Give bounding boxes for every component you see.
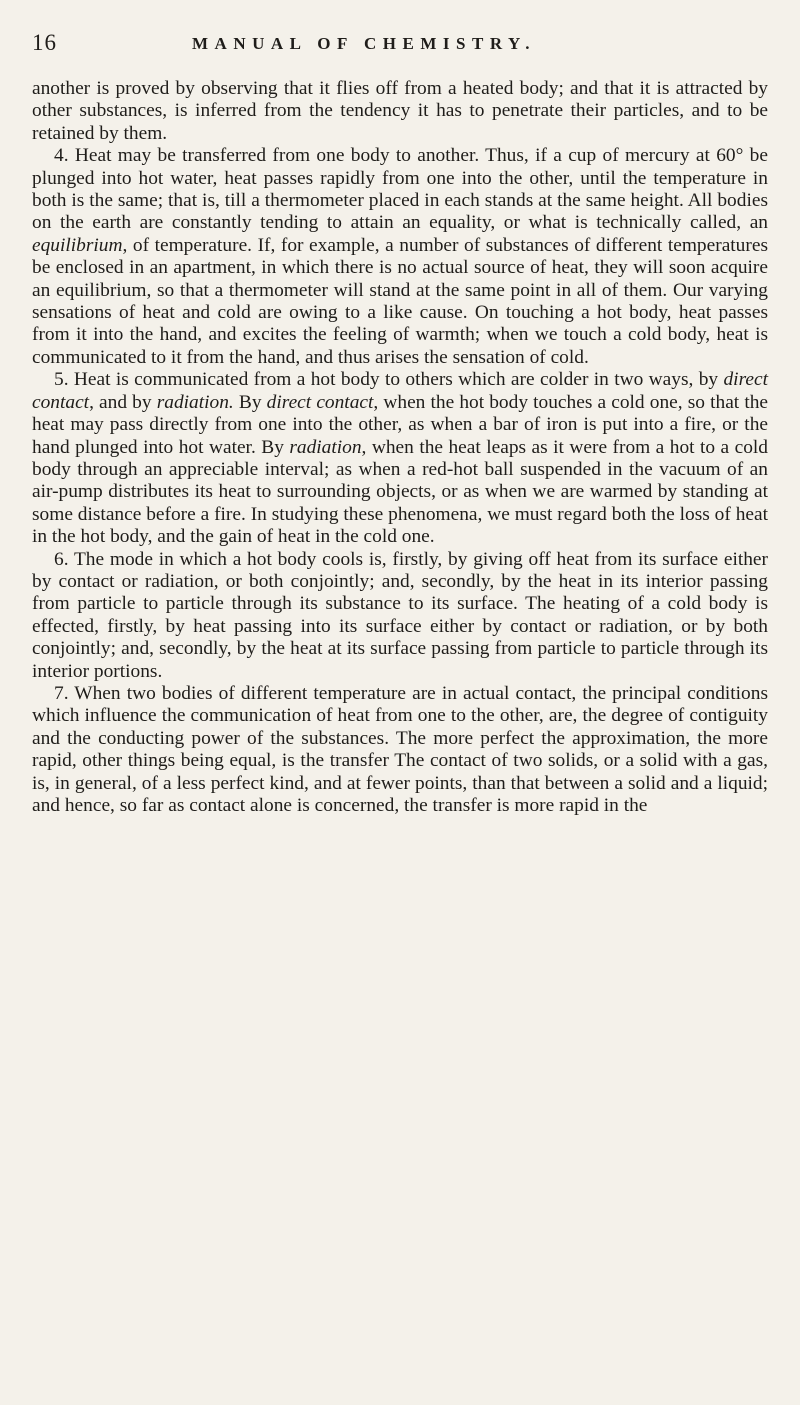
emphasis-text: radiation. <box>156 391 234 413</box>
text-run: , when the heat leaps as it were from a hot to a cold body through an appreciable interval; as when a red-hot ball suspended in the vacuum of an air-pump distributes its heat to surrounding objects, or as when we are warmed by standing at some distance before a fire. In studying these phenomena, we must regard both the loss of heat in the hot body, and the gain of heat in the cold one. <box>32 436 768 548</box>
text-run: By <box>233 391 267 413</box>
text-run: another is proved by observing that it flies off from a heated body; and that it is attracted by other substances, is inferred from the tendency it has to penetrate their particles, and to be retained by them. <box>32 78 768 144</box>
paragraph-7 <box>32 683 768 817</box>
paragraph-continuation <box>32 78 768 145</box>
text-run: 5. Heat is communicated from a hot body to others which are colder in two ways, by <box>54 369 724 391</box>
page-number: 16 <box>32 30 57 55</box>
text-run: 4. Heat may be transferred from one body to another. Thus, if a cup of mercury at 60° be plunged into hot water, heat passes rapidly from one into the other, until the temperature in both is the same; that is, till a thermometer placed in each stands at the same height. All bodies on the earth are constantly tending to attain an equality, or what is technically called, an <box>32 145 768 234</box>
emphasis-text: direct contact <box>32 369 768 413</box>
body-text <box>32 78 768 817</box>
paragraph-5 <box>32 369 768 548</box>
text-run: , and by <box>89 391 157 413</box>
running-title: MANUAL OF CHEMISTRY. <box>192 34 536 53</box>
text-run: , when the hot body touches a cold one, so that the heat may pass directly from one into the other, as when a bar of iron is put into a fire, or the hand plunged into hot water. By <box>32 391 769 458</box>
emphasis-text: radiation <box>289 436 362 458</box>
emphasis-text: equilibrium <box>32 234 123 256</box>
paragraph-4 <box>32 145 768 369</box>
paragraph-6 <box>32 549 768 683</box>
emphasis-text: direct contact <box>266 391 374 413</box>
text-run: , of temperature. If, for example, a number of substances of different temperatures be enclosed in an apartment, in which there is no actual source of heat, they will soon acquire an equilibrium, so that a thermometer will stand at the same point in all of them. Our varying sensations of heat and cold are owing to a like cause. On touching a hot body, heat passes from it into the hand, and excites the feeling of warmth; when we touch a cold body, heat is communicated to it from the hand, and thus arises the sensation of cold. <box>32 234 768 368</box>
text-run: 6. The mode in which a hot body cools is, firstly, by giving off heat from its surface either by contact or radiation, or both conjointly; and, secondly, by the heat in its interior passing from particle to particle through its substance to its surface. The heating of a cold body is effected, firstly, by heat passing into its surface either by contact or radiation, or by both conjointly; and, secondly, by the heat at its surface passing from particle to particle through its interior portions. <box>32 548 768 682</box>
page-header <box>32 28 774 78</box>
text-run: 7. When two bodies of different temperature are in actual contact, the principal conditions which influence the communication of heat from one to the other, are, the degree of contiguity and the conducting power of the substances. The more perfect the approximation, the more rapid, other things being equal, is the transfer The contact of two solids, or a solid with a gas, is, in general, of a less perfect kind, and at fewer points, than that between a solid and a liquid; and hence, so far as contact alone is concerned, the transfer is more rapid in the <box>32 682 768 816</box>
